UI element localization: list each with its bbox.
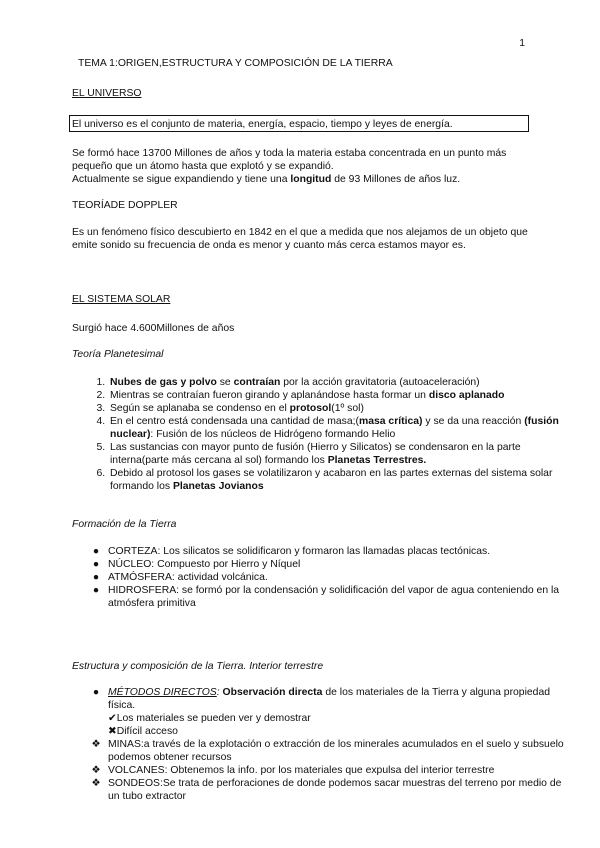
methods-rest: de los materiales de la Tierra y alguna propiedad física. xyxy=(108,687,551,711)
universe-definition-box: El universo es el conjunto de materia, energía, espacio, tiempo y leyes de energía. xyxy=(69,115,529,132)
list-item xyxy=(92,571,568,584)
list-item xyxy=(92,584,568,610)
section-heading-doppler: TEORÍADE DOPPLER xyxy=(72,200,178,211)
step-bold: Nubes de gas y polvo xyxy=(110,377,217,388)
step-bold: (fusión nuclear) xyxy=(110,416,559,440)
structure-item-text: MINAS:a través de la explotación o extracción de los minerales acumulados en el suelo y subsuelo podemos obtener recursos xyxy=(108,739,564,763)
document-title: TEMA 1:ORIGEN,ESTRUCTURA Y COMPOSICIÓN DE LA TIERRA xyxy=(78,58,393,69)
step-bold: Planetas Jovianos xyxy=(172,481,264,492)
methods-label: MÉTODOS DIRECTOS xyxy=(108,687,217,698)
methods-colon: : xyxy=(216,687,223,698)
p2-text-c: de 93 Millones de años luz. xyxy=(331,174,461,185)
list-item xyxy=(108,415,568,441)
theory-heading: Teoría Planetesimal xyxy=(72,349,164,360)
planetesimal-steps xyxy=(72,376,568,493)
step-text: y se da una reacción xyxy=(422,416,525,427)
list-item xyxy=(108,467,568,493)
bullet-icon: ● xyxy=(92,687,100,698)
list-item xyxy=(108,441,568,467)
diamond-bullet-icon: ❖ xyxy=(91,778,101,789)
step-text: Las sustancias con mayor punto de fusión (Hierro y Silicatos) se condensaron en la parte interna(parte más cercana al sol) formando los xyxy=(110,442,521,466)
section-heading-solar: EL SISTEMA SOLAR xyxy=(72,294,171,305)
step-bold: protosol xyxy=(289,403,332,414)
page-number: 1 xyxy=(519,38,525,49)
list-item xyxy=(91,777,568,803)
step-bold: masa crítica) xyxy=(358,416,423,427)
p2-text-a: Actualmente se sigue expandiendo y tiene una xyxy=(72,174,291,185)
diamond-bullet-icon: ❖ xyxy=(91,765,101,776)
structure-list xyxy=(72,686,568,803)
step-text: Mientras se contraían fueron girando y aplanándose hasta formar un xyxy=(110,390,429,401)
diamond-bullet-icon: ❖ xyxy=(91,739,101,750)
bullet-icon: ● xyxy=(92,572,100,583)
step-text: Según se aplanaba se condenso en el xyxy=(110,403,290,414)
step-text: : Fusión de los núcleos de Hidrógeno formando Helio xyxy=(150,429,396,440)
bullet-icon: ● xyxy=(92,559,100,570)
universe-paragraph-1: Se formó hace 13700 Millones de años y toda la materia estaba concentrada en un punto más pequeño que un átomo hasta que explotó y se expandió. xyxy=(72,148,507,172)
bullet-icon: ● xyxy=(92,546,100,557)
list-item xyxy=(91,764,568,777)
formation-item-text: CORTEZA: Los silicatos se solidificaron y formaron las llamadas placas tectónicas. xyxy=(108,546,491,557)
solar-intro: Surgió hace 4.600Millones de años xyxy=(72,323,235,334)
list-item xyxy=(108,402,568,415)
universe-paragraph-2 xyxy=(72,173,532,186)
structure-item-text: VOLCANES: Obtenemos la info. por los materiales que expulsa del interior terrestre xyxy=(108,765,495,776)
step-text: se xyxy=(216,377,234,388)
structure-item-text: SONDEOS:Se trata de perforaciones de donde podemos sacar muestras del terreno por medio de un tubo extractor xyxy=(108,778,562,802)
list-item xyxy=(92,545,568,558)
formation-item-text: NÚCLEO: Compuesto por Hierro y Níquel xyxy=(108,559,301,570)
step-text: Debido al protosol los gases se volatilizaron y acabaron en las partes externas del sistema solar formando los xyxy=(110,468,553,492)
formation-item-text: HIDROSFERA: se formó por la condensación y solidificación del vapor de agua conteniendo en la atmósfera primitiva xyxy=(108,585,560,609)
section-heading-universo: EL UNIVERSO xyxy=(72,88,142,99)
list-item xyxy=(92,686,568,738)
pro-line: ✔Los materiales se pueden ver y demostrar xyxy=(108,713,311,724)
structure-heading: Estructura y composición de la Tierra. Interior terrestre xyxy=(72,661,324,672)
formation-item-text: ATMÓSFERA: actividad volcánica. xyxy=(108,572,268,583)
step-text: por la acción gravitatoria (autoaceleración) xyxy=(280,377,480,388)
list-item xyxy=(108,389,568,402)
bullet-icon: ● xyxy=(92,585,100,596)
step-text: (1º sol) xyxy=(331,403,364,414)
step-bold: Planetas Terrestres. xyxy=(327,455,427,466)
formation-heading: Formación de la Tierra xyxy=(72,519,177,530)
formation-list xyxy=(72,545,568,610)
list-item xyxy=(92,558,568,571)
con-line: ✖Difícil acceso xyxy=(108,726,178,737)
list-item xyxy=(91,738,568,764)
step-bold: disco aplanado xyxy=(428,390,505,401)
step-text: En el centro está condensada una cantidad de masa;( xyxy=(110,416,359,427)
step-bold: contraían xyxy=(233,377,281,388)
list-item xyxy=(108,376,568,389)
p2-text-bold: longitud xyxy=(290,174,332,185)
doppler-paragraph: Es un fenómeno físico descubierto en 1842 en el que a medida que nos alejamos de un objeto que emite sonido su frecuencia de onda es menor y cuanto más cerca estamos mayor es. xyxy=(72,227,528,251)
methods-bold: Observación directa xyxy=(222,687,323,698)
